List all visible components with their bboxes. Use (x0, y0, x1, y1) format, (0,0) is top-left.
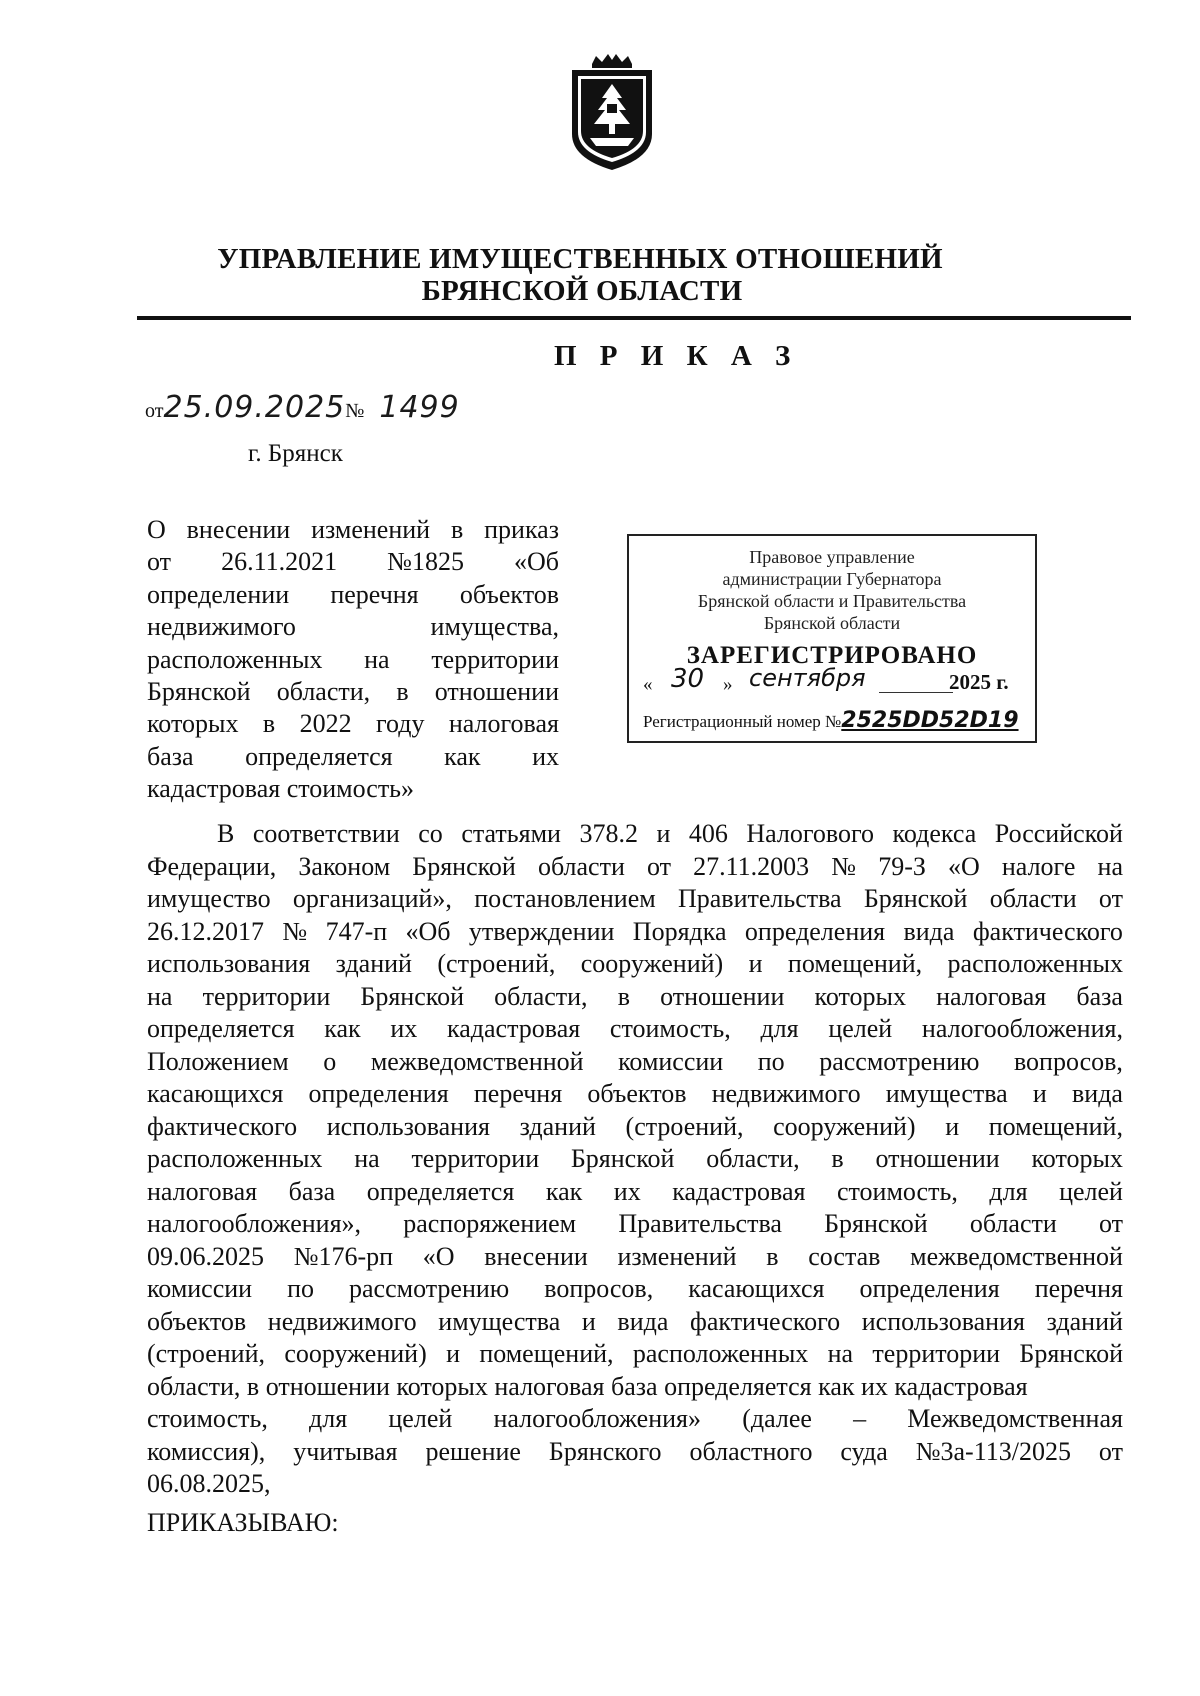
word: области (537, 851, 625, 881)
word: распоряжением (403, 1209, 577, 1238)
word: вида (617, 1306, 669, 1336)
word: определяется (147, 1014, 295, 1043)
date-prefix: от (145, 400, 164, 422)
word: от (1098, 1209, 1123, 1238)
word: межведомственной (910, 1241, 1123, 1271)
word: сооружений) (580, 949, 724, 978)
word: вопросов, (544, 1274, 654, 1303)
word: использования (326, 1111, 490, 1141)
word: №3а-113/2025 (915, 1436, 1071, 1466)
word: помещений, (479, 1339, 614, 1368)
word: расположенных (147, 644, 323, 674)
word: касающихся (147, 1079, 284, 1108)
subject-line (147, 773, 559, 805)
word: и (945, 1111, 960, 1141)
word: зданий (519, 1111, 596, 1141)
word: «Об (513, 547, 559, 577)
stamp-line1: Правовое управление (749, 547, 915, 567)
word: комиссия), (147, 1436, 266, 1466)
word: фактического (972, 916, 1123, 946)
word: решение (425, 1436, 521, 1466)
word: стоимость, (609, 1014, 731, 1043)
word: Порядка (632, 916, 727, 946)
word: как (444, 741, 481, 771)
word: изменений (311, 515, 431, 544)
word: – (853, 1404, 867, 1433)
body-line (147, 1176, 1123, 1209)
word: определения (308, 1079, 449, 1108)
body-line (147, 1208, 1123, 1241)
word: которых (1031, 1144, 1123, 1173)
body-line (147, 948, 1123, 981)
word: и (581, 1306, 596, 1336)
word: кодекса (892, 819, 977, 848)
word: Межведомственная (907, 1404, 1123, 1433)
word: от (1098, 1436, 1123, 1466)
subject-line (147, 676, 559, 708)
word: кадастровая стоимость» (147, 774, 415, 804)
subject-line (147, 708, 559, 740)
stamp-line3: Брянской области и Правительства (697, 591, 967, 611)
word: и (748, 949, 763, 978)
word: О (147, 515, 166, 544)
subject-line (147, 546, 559, 578)
stamp-date (643, 664, 1027, 698)
word: для (309, 1404, 348, 1433)
stamp-reg-label: Регистрационный номер № (643, 712, 842, 731)
word: на (354, 1144, 380, 1173)
word: определении (147, 579, 290, 609)
body-line (147, 1468, 1123, 1501)
word: рассмотрению (349, 1274, 510, 1303)
subject-line (147, 741, 559, 773)
word: 26.12.2017 (147, 916, 264, 946)
word: учитывая (293, 1436, 398, 1466)
word: на (1097, 851, 1123, 881)
word: помещений, (787, 949, 923, 978)
word: зданий (1046, 1306, 1123, 1336)
word: Законом (298, 851, 391, 881)
bryansk-coat-of-arms-icon (562, 54, 662, 172)
word: объектов (587, 1079, 687, 1108)
order-body (147, 818, 1123, 1501)
word: как (545, 1176, 583, 1206)
word: и (656, 819, 671, 848)
body-line (147, 1241, 1123, 1274)
word: определения (859, 1274, 1000, 1303)
word: имущество (147, 884, 271, 913)
word: от (1098, 884, 1123, 913)
word: в (450, 515, 464, 544)
word: организаций», (292, 884, 452, 913)
word: перечня (1034, 1274, 1123, 1303)
body-line (147, 1403, 1123, 1436)
word: 747-п (325, 916, 388, 946)
word: база (288, 1176, 336, 1206)
word: 406 (688, 819, 728, 848)
word: области, в отношении которых налоговая база определяется как их кадастровая (147, 1371, 1028, 1401)
word: в (766, 1241, 779, 1271)
order-subject (147, 514, 559, 806)
word: фактического (690, 1306, 841, 1336)
word: области (989, 884, 1077, 913)
city: г. Брянск (248, 440, 343, 467)
word: области, (494, 981, 588, 1011)
word: (строений, (437, 949, 556, 978)
word: изменений (617, 1241, 737, 1271)
stamp-year: 2025 г. (949, 670, 1009, 694)
word: и (446, 1339, 460, 1368)
word: внесении (484, 1241, 588, 1271)
word: использования (861, 1306, 1025, 1336)
word: определяется (245, 741, 393, 771)
word: суда (840, 1436, 888, 1466)
word: имущества, (430, 612, 559, 642)
word: территории (431, 644, 559, 674)
organization-title-line1: УПРАВЛЕНИЕ ИМУЩЕСТВЕННЫХ ОТНОШЕНИЙ (217, 243, 943, 275)
word: зданий (335, 949, 412, 978)
word: их (390, 1014, 418, 1043)
word: вопросов, (1013, 1046, 1123, 1076)
word: № (831, 851, 857, 881)
word: территории (872, 1339, 1001, 1368)
word: утверждении (468, 916, 615, 946)
word: области, (706, 1144, 800, 1173)
word: определения (744, 916, 886, 946)
subject-line (147, 579, 559, 611)
word: (далее (742, 1404, 812, 1433)
word: Брянской (360, 981, 464, 1011)
stamp-line4: Брянской области (763, 613, 901, 633)
word: «Об (405, 916, 451, 946)
word: вида (903, 916, 955, 946)
word: соответствии (252, 819, 400, 848)
document-type: П Р И К А З (554, 340, 799, 372)
word: их (613, 1176, 641, 1206)
word: области (969, 1209, 1057, 1238)
word: 09.06.2025 (147, 1241, 264, 1271)
word: №176-рп (293, 1241, 394, 1271)
body-line (147, 1078, 1123, 1111)
body-line (147, 1013, 1123, 1046)
word: № (282, 916, 308, 946)
word: В (217, 819, 235, 848)
registration-stamp (627, 534, 1037, 743)
word: для (989, 1176, 1028, 1206)
word: по (287, 1274, 315, 1303)
word: состав (808, 1241, 881, 1271)
word: использования (147, 949, 311, 978)
word: внесении (186, 515, 291, 544)
stamp-registration-number (643, 708, 1027, 733)
word: постановлением (474, 884, 656, 913)
word: на (147, 981, 173, 1011)
subject-line (147, 644, 559, 676)
word: налогообложения, (921, 1014, 1123, 1043)
subject-line (147, 611, 559, 643)
word: целей (828, 1014, 893, 1043)
body-line (147, 818, 1123, 851)
word: их (532, 741, 559, 771)
word: в (617, 981, 630, 1011)
word: 2022 (299, 709, 352, 739)
word: году (375, 709, 425, 739)
word: помещений, (988, 1111, 1123, 1141)
word: №1825 (387, 547, 464, 577)
word: статьями (461, 819, 561, 848)
word: касающихся (688, 1274, 825, 1303)
body-line (147, 1371, 1123, 1404)
word: на (364, 644, 390, 674)
word: территории (202, 981, 331, 1011)
word: на (827, 1339, 854, 1368)
body-line (147, 1306, 1123, 1339)
word: Федерации, (147, 851, 277, 881)
date-number-line (145, 390, 460, 425)
word: Брянской (570, 1144, 675, 1173)
word: о (323, 1046, 337, 1076)
word: межведомственной (370, 1046, 584, 1076)
word: области, (276, 677, 371, 707)
word: имущества (438, 1306, 561, 1336)
word: целей (1059, 1176, 1123, 1206)
word: объектов (459, 579, 559, 609)
word: рассмотрению (819, 1046, 980, 1076)
word: «О (422, 1241, 455, 1271)
stamp-quote-close: » (723, 674, 733, 695)
word: стоимость, (147, 1404, 268, 1433)
word: перечня (473, 1079, 563, 1108)
word: которых (147, 709, 239, 739)
stamp-reg-number: 2525DD52D19 (841, 708, 1019, 733)
word: Правительства (677, 884, 842, 913)
word: от (147, 547, 172, 577)
body-line (147, 981, 1123, 1014)
word: по (757, 1046, 785, 1076)
body-line (147, 1436, 1123, 1469)
body-line (147, 1111, 1123, 1144)
stamp-date-underline (879, 692, 953, 693)
word: и (1032, 1079, 1047, 1108)
handwritten-number: 1499 (379, 390, 460, 425)
order-word: ПРИКАЗЫВАЮ: (147, 1508, 339, 1537)
word: недвижимого (147, 612, 296, 642)
word: территории (411, 1144, 540, 1173)
word: расположенных (632, 1339, 809, 1368)
word: налоге (1001, 851, 1076, 881)
word: «О (948, 851, 980, 881)
stamp-day: 30 (671, 664, 705, 694)
body-line (147, 1338, 1123, 1371)
word: Брянской (1019, 1339, 1123, 1368)
word: налоговая (147, 1176, 258, 1206)
word: комиссии (618, 1046, 724, 1076)
body-line (147, 1143, 1123, 1176)
word: отношении (875, 1144, 1000, 1173)
body-line (147, 1273, 1123, 1306)
stamp-line2: администрации Губернатора (722, 569, 942, 589)
word: недвижимого (711, 1079, 861, 1108)
word: в (396, 677, 409, 707)
word: кадастровая (447, 1014, 581, 1043)
word: 06.08.2025, (147, 1469, 271, 1498)
word: Правительства (618, 1209, 782, 1238)
word: отношении (660, 981, 785, 1011)
body-line (147, 883, 1123, 916)
subject-line (147, 514, 559, 546)
word: Положением (147, 1046, 289, 1076)
word: которых (814, 981, 906, 1011)
word: фактического (147, 1111, 298, 1141)
word: объектов (147, 1306, 247, 1336)
word: (строений, (147, 1339, 265, 1368)
word: 378.2 (579, 819, 638, 848)
word: (строений, (625, 1111, 744, 1141)
body-line (147, 916, 1123, 949)
word: 27.11.2003 (693, 851, 810, 881)
word: Российской (994, 819, 1123, 848)
word: недвижимого (267, 1306, 417, 1336)
word: Брянской (863, 884, 968, 913)
header-divider (137, 316, 1131, 320)
stamp-month: сентября (749, 664, 866, 692)
word: Брянской (412, 851, 516, 881)
word: приказ (484, 515, 559, 544)
body-line (147, 851, 1123, 884)
word: сооружений) (284, 1339, 427, 1368)
word: для (760, 1014, 799, 1043)
word: расположенных (947, 949, 1123, 978)
word: вида (1072, 1079, 1123, 1108)
word: имущества (885, 1079, 1008, 1108)
word: отношении (434, 677, 559, 707)
word: Брянской (147, 677, 251, 707)
word: стоимость, (836, 1176, 958, 1206)
word: 79-З (878, 851, 926, 881)
word: как (324, 1014, 361, 1043)
stamp-status: ЗАРЕГИСТРИРОВАНО (686, 642, 978, 669)
word: налоговая (936, 981, 1047, 1011)
organization-title-line2: БРЯНСКОЙ ОБЛАСТИ (421, 275, 743, 307)
number-prefix: № (345, 400, 365, 422)
word: перечня (330, 579, 419, 609)
word: Брянской (824, 1209, 928, 1238)
word: налогообложения», (147, 1209, 362, 1238)
handwritten-date: 25.09.2025 (163, 390, 346, 425)
word: налогообложения» (493, 1404, 701, 1433)
word: кадастровая (672, 1176, 806, 1206)
word: в (262, 709, 276, 739)
word: целей (388, 1404, 453, 1433)
body-line (147, 1046, 1123, 1079)
word: база (1076, 981, 1123, 1011)
word: определяется (366, 1176, 515, 1206)
word: налоговая (448, 709, 559, 739)
word: Брянского (548, 1436, 662, 1466)
stamp-quote-open: « (643, 674, 653, 695)
word: со (418, 819, 443, 848)
word: расположенных (147, 1144, 323, 1173)
word: комиссии (147, 1274, 253, 1303)
word: Налогового (746, 819, 875, 848)
word: 26.11.2021 (221, 547, 338, 577)
word: областного (689, 1436, 813, 1466)
word: в (831, 1144, 844, 1173)
word: база (147, 741, 194, 771)
word: от (646, 851, 672, 881)
word: сооружений) (773, 1111, 916, 1141)
